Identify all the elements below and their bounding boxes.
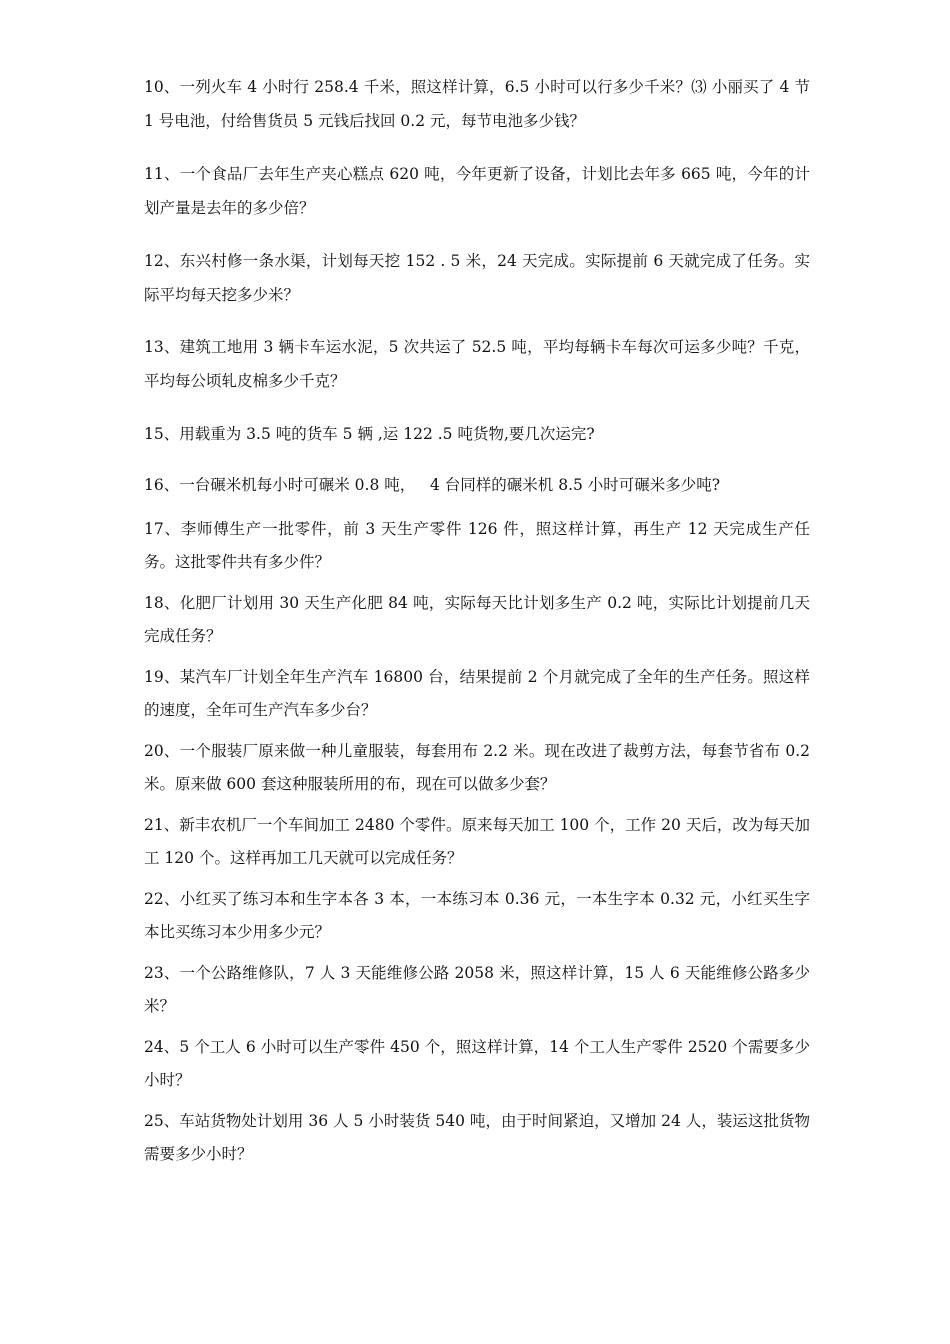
problem-12: 12、东兴村修一条水渠，计划每天挖 152 . 5 米，24 天完成。实际提前 6 天就完成了任务。实际平均每天挖多少米？ [144, 252, 810, 304]
problem-18: 18、化肥厂计划用 30 天生产化肥 84 吨，实际每天比计划多生产 0.2 吨，实际比计划提前几天完成任务？ [144, 594, 810, 645]
problem-24: 24、5 个工人 6 小时可以生产零件 450 个，照这样计算，14 个工人生产零件 2520 个需要多少小时？ [144, 1038, 810, 1089]
problem-22: 22、小红买了练习本和生字本各 3 本，一本练习本 0.36 元，一本生字本 0.32 元，小红买生字本比买练习本少用多少元？ [144, 890, 810, 941]
problem-17: 17、李师傅生产一批零件，前 3 天生产零件 126 件，照这样计算，再生产 12 天完成生产任务。这批零件共有多少件？ [144, 520, 810, 571]
problem-13: 13、建筑工地用 3 辆卡车运水泥，5 次共运了 52.5 吨，平均每辆卡车每次可运多少吨？千克，平均每公顷轧皮棉多少千克？ [144, 338, 810, 390]
problem-23: 23、一个公路维修队，7 人 3 天能维修公路 2058 米，照这样计算，15 人 6 天能维修公路多少米？ [144, 964, 810, 1015]
problem-15: 15、用载重为 3.5 吨的货车 5 辆 ,运 122 .5 吨货物,要几次运完? [144, 425, 595, 443]
problem-20: 20、一个服装厂原来做一种儿童服装，每套用布 2.2 米。现在改进了裁剪方法，每套节省布 0.2 米。原来做 600 套这种服装所用的布，现在可以做多少套？ [144, 742, 815, 793]
problem-10: 10、一列火车 4 小时行 258.4 千米，照这样计算，6.5 小时可以行多少千米？⑶ 小丽买了 4 节 1 号电池，付给售货员 5 元钱后找回 0.2 元，每节电池多少钱？ [144, 78, 815, 130]
problem-16: 16、一台碾米机每小时可碾米 0.8 吨， 4 台同样的碾米机 8.5 小时可碾米多少吨? [144, 476, 721, 494]
problem-11: 11、一个食品厂去年生产夹心糕点 620 吨，今年更新了设备，计划比去年多 665 吨，今年的计划产量是去年的多少倍？ [144, 165, 810, 217]
problem-25: 25、车站货物处计划用 36 人 5 小时装货 540 吨，由于时间紧迫，又增加 24 人，装运这批货物需要多少小时？ [144, 1112, 810, 1163]
problem-19: 19、某汽车厂计划全年生产汽车 16800 台，结果提前 2 个月就完成了全年的生产任务。照这样的速度，全年可生产汽车多少台？ [144, 668, 810, 719]
problem-21: 21、新丰农机厂一个车间加工 2480 个零件。原来每天加工 100 个，工作 20 天后，改为每天加工 120 个。这样再加工几天就可以完成任务？ [144, 816, 810, 867]
